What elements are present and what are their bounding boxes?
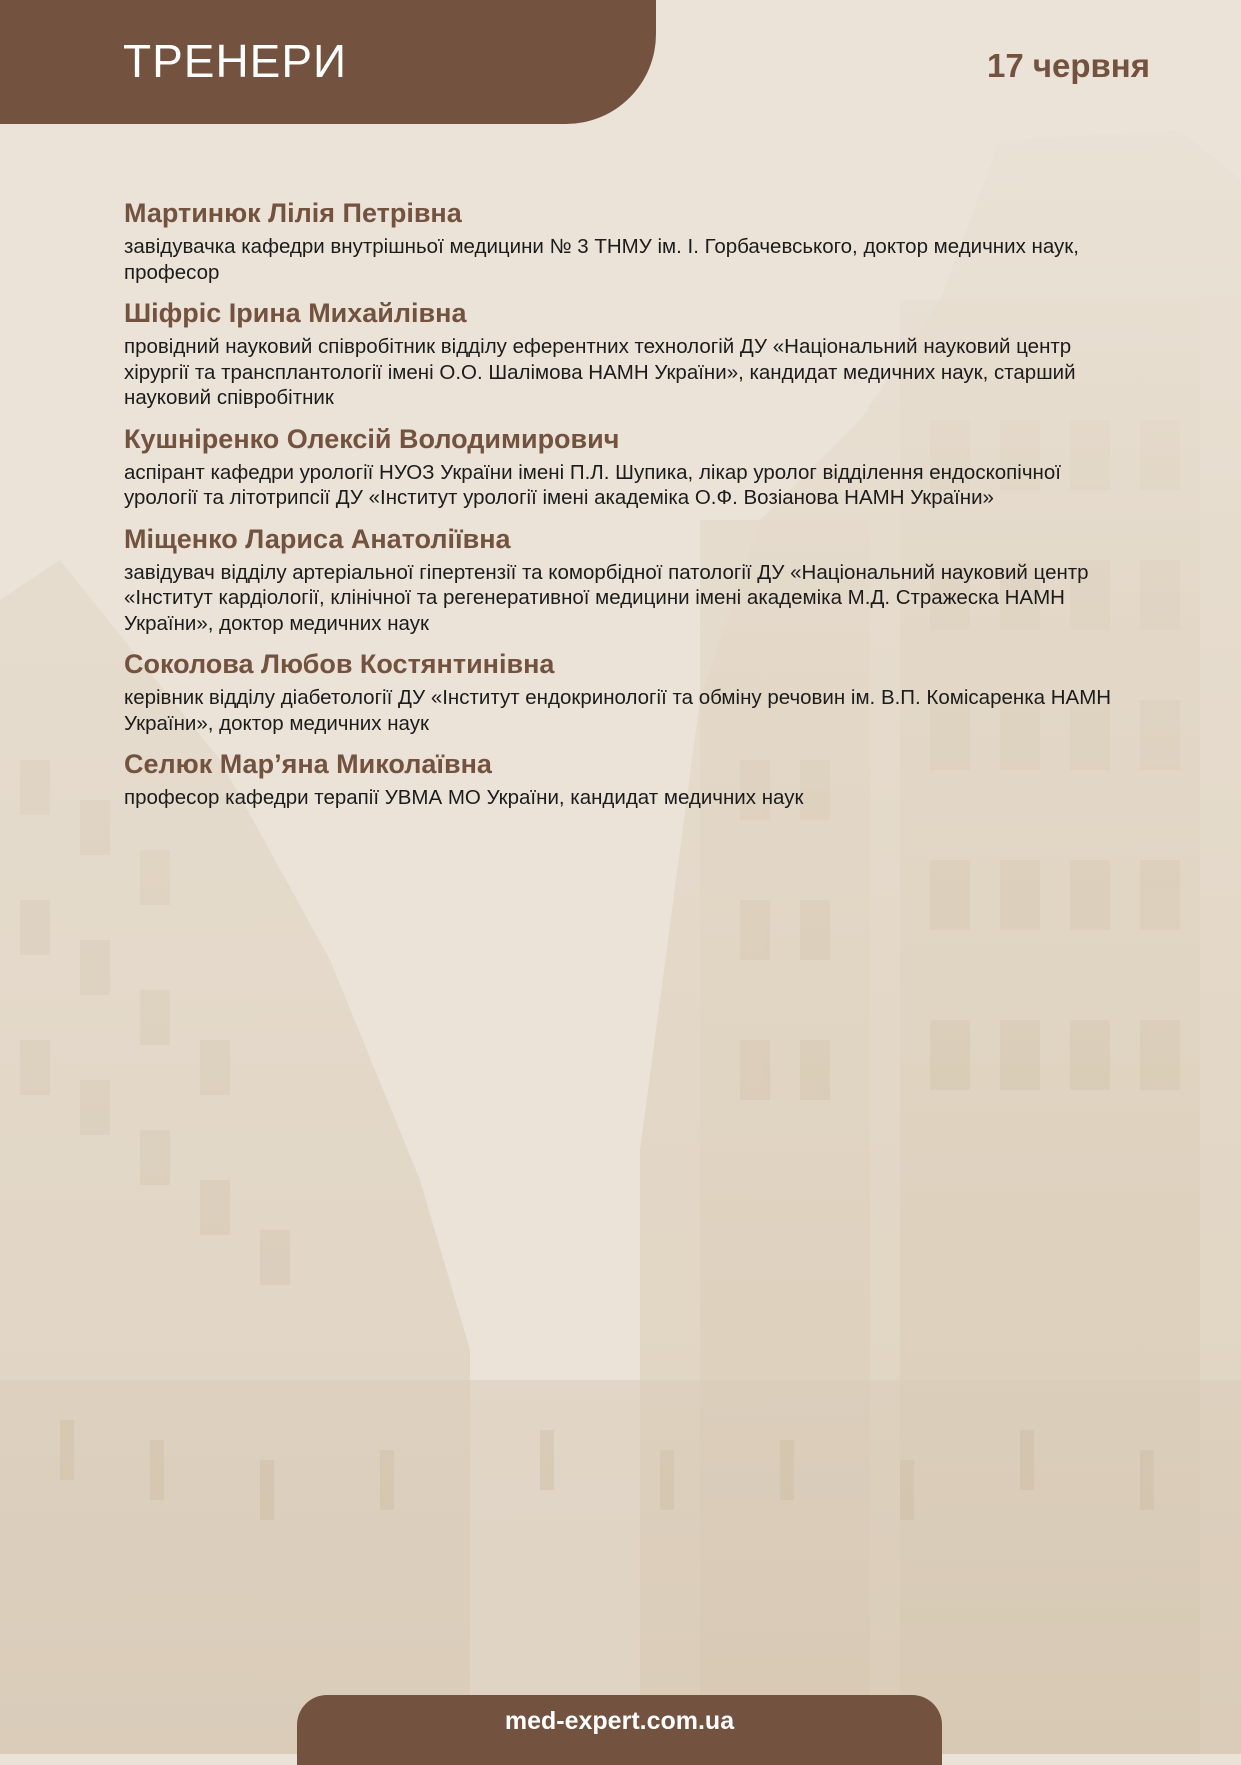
trainer-entry bbox=[124, 747, 1134, 811]
trainer-description: керівник відділу діабетології ДУ «Інститут ендокринології та обміну речовин ім. В.П. Комісаренка НАМН України», доктор медичних наук bbox=[124, 686, 1112, 735]
trainer-entry bbox=[124, 647, 1134, 736]
trainer-entry bbox=[124, 196, 1134, 285]
trainer-description: професор кафедри терапії УВМА МО України, кандидат медичних наук bbox=[124, 786, 804, 809]
footer-banner bbox=[297, 1695, 942, 1765]
trainer-description: завідувачка кафедри внутрішньої медицини № 3 ТНМУ ім. І. Горбачевського, доктор медичних наук, професор bbox=[124, 235, 1079, 284]
trainer-name: Міщенко Лариса Анатоліївна bbox=[124, 523, 511, 554]
trainer-name: Соколова Любов Костянтинівна bbox=[124, 649, 555, 679]
trainer-name: Мартинюк Лілія Петрівна bbox=[124, 198, 462, 228]
trainer-entry bbox=[124, 296, 1134, 411]
website-link[interactable]: med-expert.com.ua bbox=[504, 1707, 735, 1735]
header-banner bbox=[0, 0, 656, 124]
trainer-description: аспірант кафедри урології НУОЗ України імені П.Л. Шупика, лікар уролог відділення ендоскопічної урології та літотрипсії ДУ «Інститут урології імені академіка О.Ф. Возіанова НАМН України» bbox=[124, 460, 1061, 509]
trainer-entry bbox=[124, 522, 1134, 637]
trainer-name: Селюк Мар’яна Миколаївна bbox=[124, 749, 492, 779]
trainer-name: Кушніренко Олексій Володимирович bbox=[124, 423, 620, 454]
trainer-description: провідний науковий співробітник відділу еферентних технологій ДУ «Національний науковий центр хірургії та трансплантології імені О.О. Шалімова НАМН України», кандидат медичних наук, старший науковий співробітник bbox=[124, 335, 1076, 409]
page-title: ТРЕНЕРИ bbox=[123, 35, 348, 87]
event-date: 17 червня bbox=[986, 47, 1150, 84]
trainer-name: Шіфріс Ірина Михайлівна bbox=[124, 298, 467, 328]
trainer-entry bbox=[124, 422, 1134, 511]
trainer-description: завідувач відділу артеріальної гіпертензії та коморбідної патології ДУ «Національний науковий центр «Інститут кардіології, клінічної та регенеративної медицини імені академіка М.Д. Стражеска НАМН України», доктор медичних наук bbox=[124, 560, 1089, 635]
trainers-list bbox=[124, 196, 1134, 822]
